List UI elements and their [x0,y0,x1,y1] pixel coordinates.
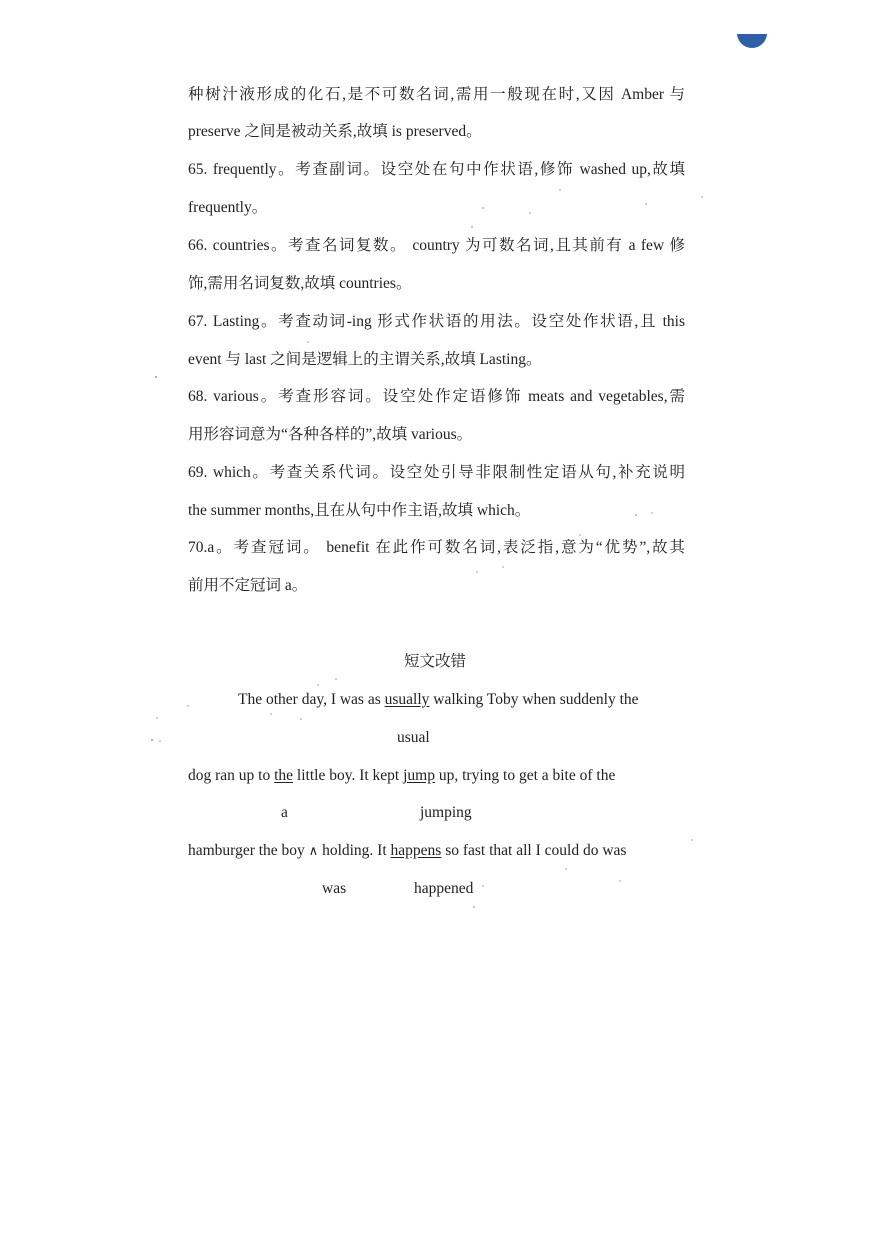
passage-text: The other day, I was as [238,691,385,708]
correction-word: usual [397,729,430,746]
answer-line: 66. countries。考查名词复数。 country 为可数名词,且其前有 a few 修 [188,237,685,254]
correction-word: was [322,880,347,897]
insert-caret: ∧ [308,843,319,858]
answer-line: the summer months,且在从句中作主语,故填 which。 [188,502,531,519]
answer-line: 70.a。考查冠词。 benefit 在此作可数名词,表泛指,意为“优势”,故其 [188,539,685,556]
answer-line: 饰,需用名词复数,故填 countries。 [188,275,412,292]
section-title: 短文改错 [403,653,466,670]
answer-line: frequently。 [188,199,268,216]
error-mark: the [274,767,294,784]
correction-word: a [281,804,288,821]
correction-word: happened [414,880,474,897]
page-corner-badge [737,34,767,68]
answer-line: event 与 last 之间是逻辑上的主谓关系,故填 Lasting。 [188,351,542,368]
answer-line: preserve 之间是被动关系,故填 is preserved。 [188,123,482,140]
answer-line: 种树汁液形成的化石,是不可数名词,需用一般现在时,又因 Amber 与 [188,86,685,103]
passage-line-3 [188,841,626,861]
answer-line: 65. frequently。考查副词。设空处在句中作状语,修饰 washed up,故填 [188,161,685,178]
answer-line: 67. Lasting。考查动词-ing 形式作状语的用法。设空处作状语,且 this [188,313,685,330]
answer-line: 68. various。考查形容词。设空处作定语修饰 meats and vegetables,需 [188,388,685,405]
passage-text: dog ran up to [188,767,275,784]
passage-text: holding. It [318,842,391,859]
error-mark: happens [390,842,442,859]
passage-text: up, trying to get a bite of the [434,767,616,784]
passage-text: walking Toby when suddenly the [429,691,639,708]
correction-word: jumping [420,804,472,821]
error-mark: usually [384,691,430,708]
passage-text: so fast that all I could do was [441,842,627,859]
passage-text: hamburger the boy [188,842,309,859]
badge-disc [737,34,767,48]
answer-line: 69. which。考查关系代词。设空处引导非限制性定语从句,补充说明 [188,464,685,481]
answer-line: 用形容词意为“各种各样的”,故填 various。 [188,426,473,443]
passage-line-2 [188,766,615,786]
error-mark: jump [403,767,435,784]
passage-line-1 [238,690,639,710]
passage-text: little boy. It kept [293,767,404,784]
answer-line: 前用不定冠词 a。 [188,577,308,594]
